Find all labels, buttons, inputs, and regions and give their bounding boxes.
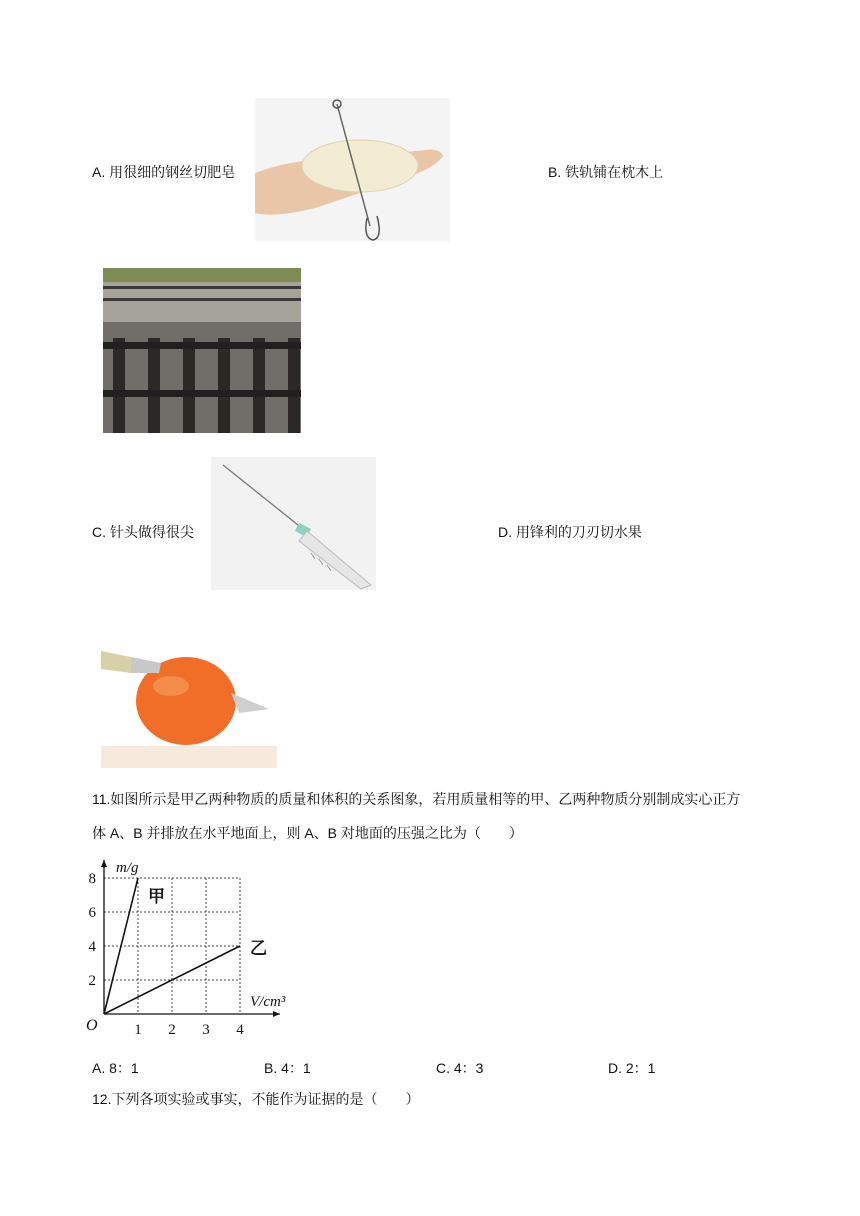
railway-photo xyxy=(103,268,301,433)
syringe-photo xyxy=(211,457,376,590)
soap-wire-illustration xyxy=(255,98,450,241)
x-tick-label: 3 xyxy=(202,1022,210,1038)
x-tick-label: 4 xyxy=(236,1022,244,1038)
choice-b: B. 4：1 xyxy=(264,1060,311,1076)
y-axis-label: m/g xyxy=(116,860,139,876)
y-tick-label: 6 xyxy=(88,905,96,921)
option-a-text: A. 用很细的钢丝切肥皂 xyxy=(92,164,236,180)
origin-label: O xyxy=(86,1017,98,1034)
series-label-2: 乙 xyxy=(250,939,267,959)
choice-c: C. 4：3 xyxy=(436,1060,484,1076)
fruit-knife-illustration xyxy=(101,641,277,768)
y-tick-label: 2 xyxy=(88,973,96,989)
mass-volume-chart xyxy=(80,846,310,1046)
question-11-line-2: 体 A、B 并排放在水平地面上，则 A、B 对地面的压强之比为（ ） xyxy=(92,825,523,841)
option-b-text: B. 铁轨铺在枕木上 xyxy=(548,164,664,180)
fruit-knife-photo xyxy=(101,641,277,768)
x-axis-arrow-icon xyxy=(273,1011,280,1017)
x-tick-label: 2 xyxy=(168,1022,176,1038)
option-d-text: D. 用锋利的刀刃切水果 xyxy=(498,524,642,540)
question-11-line-1: 11.如图所示是甲乙两种物质的质量和体积的关系图象，若用质量相等的甲、乙两种物质分别制成实心正方 xyxy=(92,791,741,807)
soap-wire-photo xyxy=(255,98,450,241)
y-axis-arrow-icon xyxy=(101,860,107,867)
syringe-illustration xyxy=(211,457,376,590)
choice-d: D. 2：1 xyxy=(608,1060,656,1076)
series-label-1: 甲 xyxy=(148,887,165,907)
choice-a: A. 8：1 xyxy=(92,1060,139,1076)
question-12-text: 12.下列各项实验或事实，不能作为证据的是（ ） xyxy=(92,1091,420,1107)
x-tick-label: 1 xyxy=(134,1022,142,1038)
x-axis-label: V/cm³ xyxy=(250,994,286,1010)
railway-illustration xyxy=(103,268,301,433)
y-tick-label: 8 xyxy=(88,871,96,887)
mass-volume-chart-svg xyxy=(80,846,310,1046)
y-tick-label: 4 xyxy=(88,939,96,955)
option-c-text: C. 针头做得很尖 xyxy=(92,524,194,540)
